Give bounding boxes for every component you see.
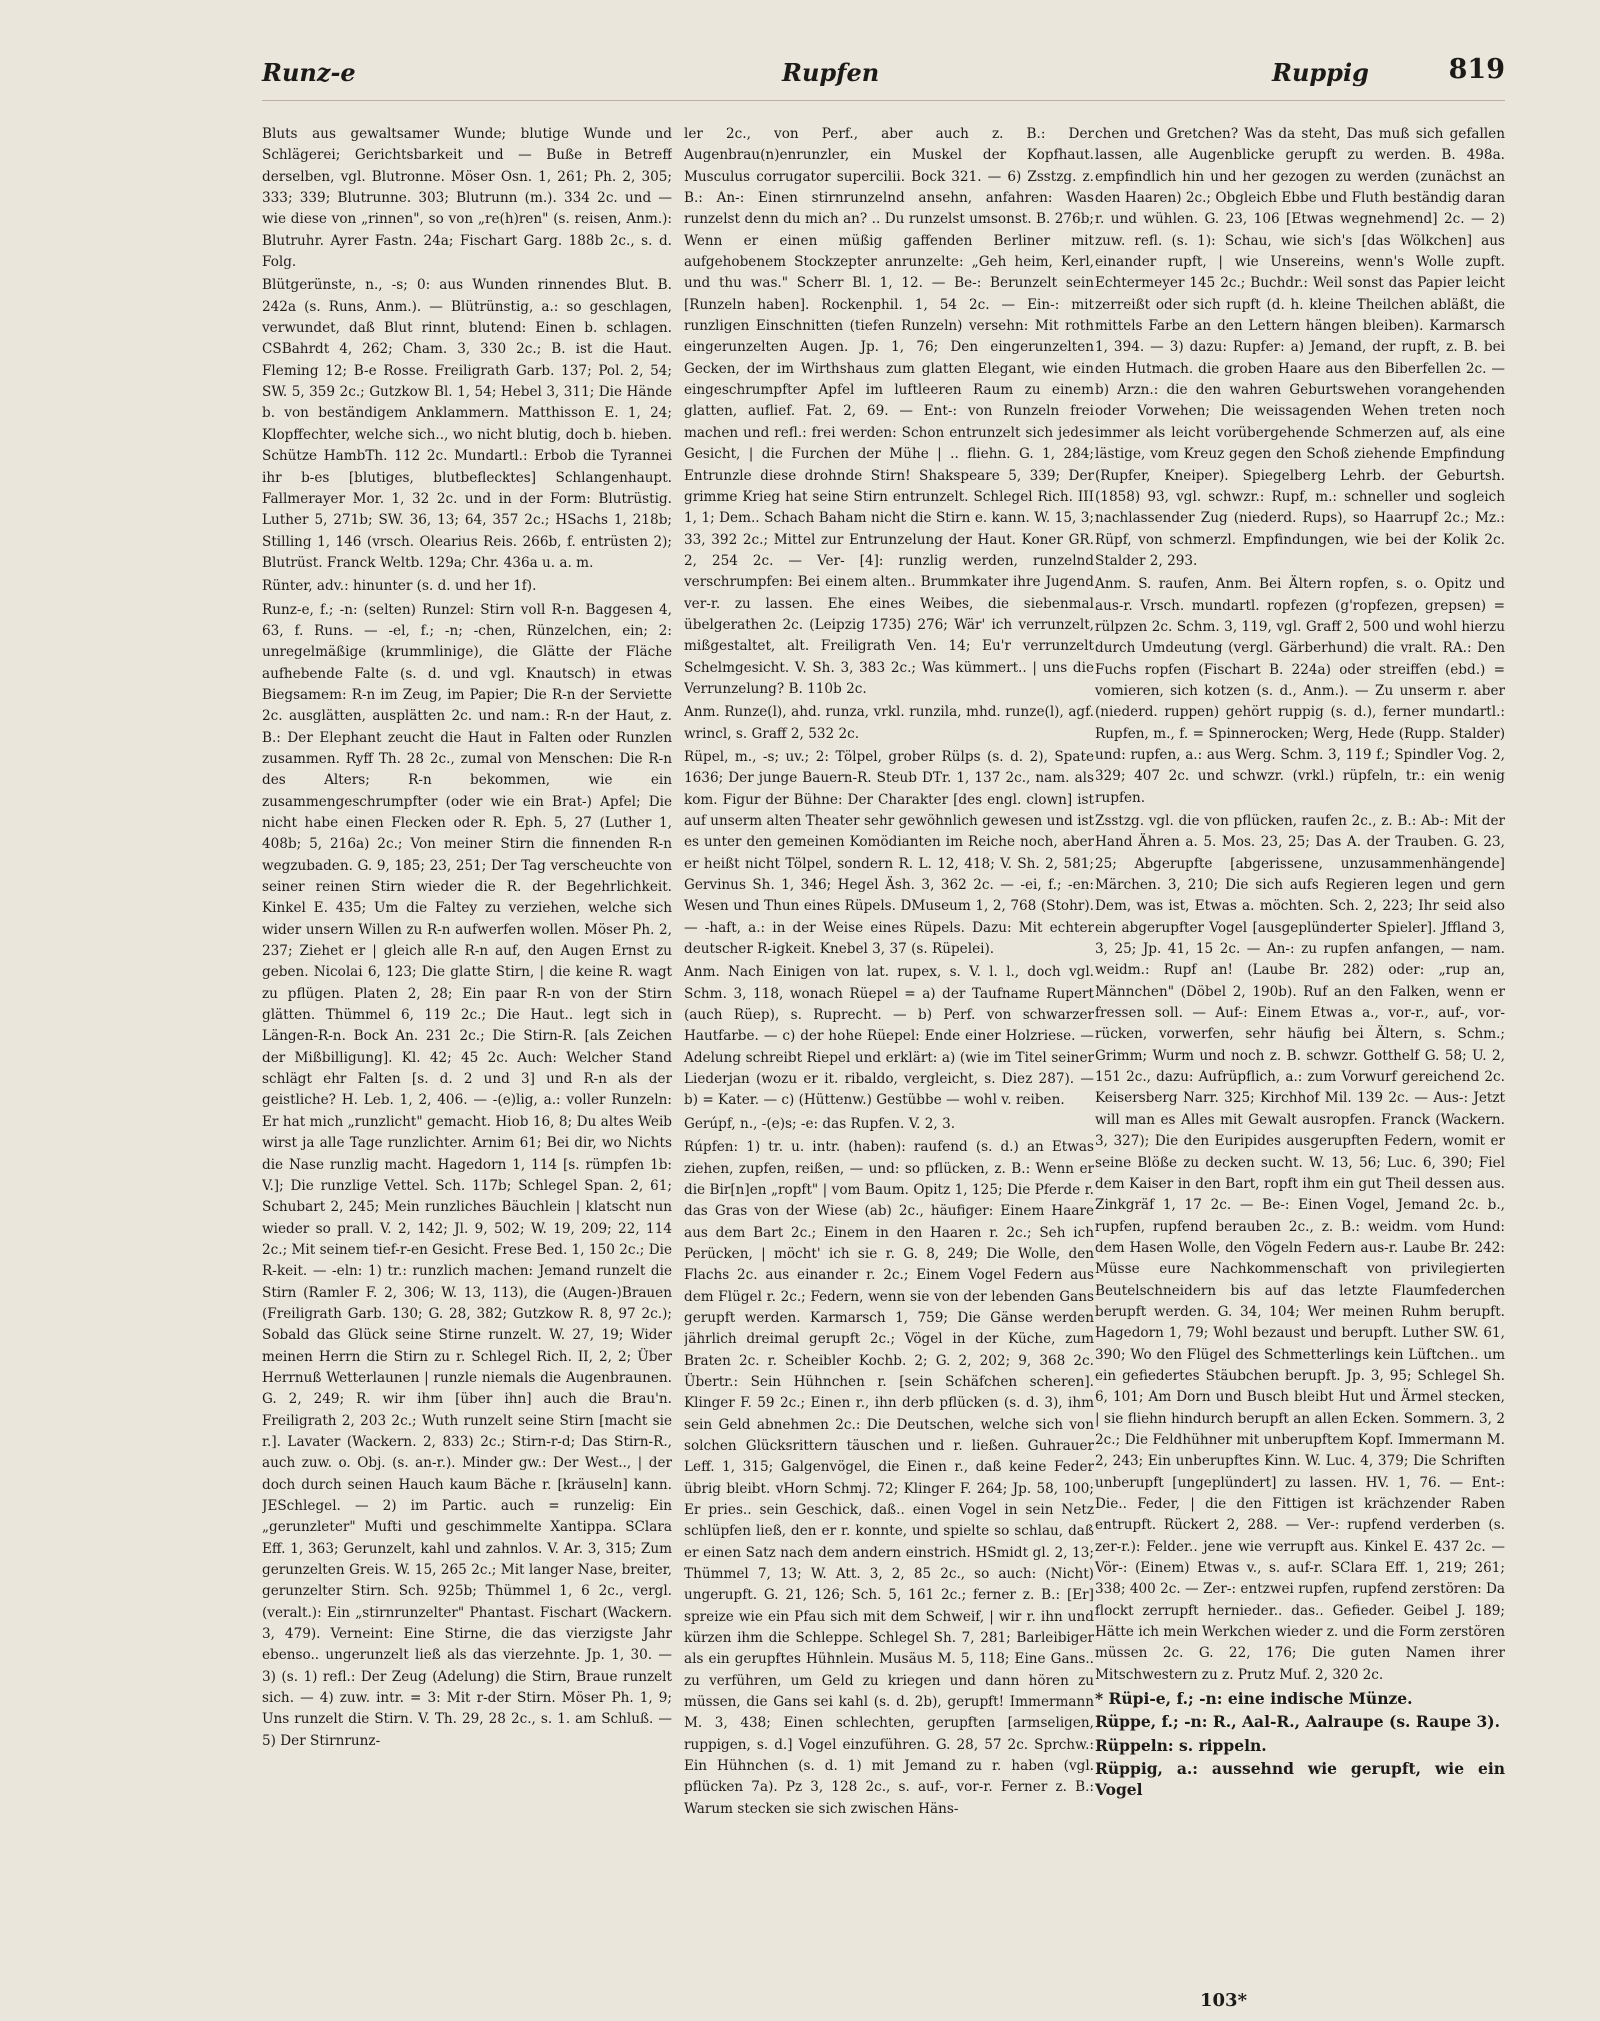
- header-right-guideword: Ruppig: [1272, 58, 1369, 87]
- text-column-3: [1095, 124, 1505, 1994]
- text-column-2: [684, 124, 1094, 1994]
- column-3-headword: Rüppig, a.: aussehnd wie gerupft, wie ein Vogel: [1095, 1759, 1505, 1800]
- page-number: 819: [1448, 54, 1505, 85]
- column-2-paragraph: Anm. Nach Einigen von lat. rupex, s. V. l. l., doch vgl. Schm. 3, 118, wonach Rüepel = a) der Taufname Rupert (auch Rüep), s. Ruprecht. — b) Perf. von schwarzer Hautfarbe. — c) der hohe Rüepel: Ende einer Holzriese. — Adelung schreibt Riepel und erklärt: a) (wie im Titel seiner Liederjan (wozu er it. ribaldo, vergleicht, s. Diez 287). — b) = Kater. — c) (Hüttenw.) Gestübbe — wohl v. reiben.: [684, 964, 1094, 1109]
- column-2-paragraph: Gerúpf, n., -(e)s; -e: das Rupfen. V. 2, 3.: [684, 1115, 956, 1132]
- column-2-paragraph: Rúpfen: 1) tr. u. intr. (haben): raufend (s. d.) an Etwas ziehen, zupfen, reißen, — und: so pflücken, z. B.: Wenn er die Bir[n]en „ropft" | vom Baum. Opitz 1, 125; Die Pferde r. das Gras von der Wiese (ab) 2c., häufiger: Einem Haare aus dem Bart 2c.; Einem in den Haaren r. 2c.; Seh ich Perücken, | möcht' ich sie r. G. 8, 249; Die Wolle, den Flachs 2c. aus einander r. 2c.; Einem Vogel Federn aus dem Flügel r. 2c.; Federn, wenn sie von der lebenden Gans gerupft werden. Karmarsch 1, 759; Die Gänse werden jährlich dreimal gerupft 2c.; Vögel in der Küche, zum Braten 2c. r. Scheibler Kochb. 2; G. 2, 202; 9, 368 2c. Übertr.: Sein Hühnchen r. [sein Schäfchen scheren]. Klinger F. 59 2c.; Einen r., ihn derb pflücken (s. d. 3), ihm sein Geld abnehmen 2c.: Die Deutschen, welche sich von solchen Glücksrittern täuschen und r. ließen. Guhrauer Leff. 1, 315; Galgenvögel, die Einen r., daß keine Feder übrig bleibt. vHorn Schmj. 72; Klinger F. 264; Jp. 58, 100; Er pries.. sein Geschick, daß.. einen Vogel in sein Netz schlüpfen ließ, den er r. konnte, und spielte so schlau, daß er einen Satz nach dem andern einstrich. HSmidt gl. 2, 13; Thümmel 7, 13; W. Att. 3, 2, 85 2c., so auch: (Nicht) ungerupft. G. 21, 126; Sch. 5, 161 2c.; ferner z. B.: [Er] spreize wie ein Pfau sich mit dem Schweif, | wir r. ihn und kürzen ihm die Schleppe. Schlegel Sh. 7, 281; Barleibiger als ein gerupftes Hühnlein. Musäus M. 5, 118; Eine Gans.. zu verführen, um Geld zu kriegen und dann hören zu müssen, die Gans sei kahl (s. d. 2b), gerupft! Immermann M. 3, 438; Einen schlechten, gerupften [armseligen, ruppigen, s. d.] Vogel einzuführen. G. 28, 57 2c. Sprchw.: Ein Hühnchen (s. d. 1) mit Jemand zu r. haben (vgl. pflücken 7a). Pz 3, 128 2c., s. auf-, vor-r. Ferner z. B.: Warum stecken sie sich zwischen Häns-: [684, 1139, 1094, 1817]
- column-3-paragraph: Zsstzg. vgl. die von pflücken, raufen 2c., z. B.: Ab-: Mit der Hand Ähren a. 5. Mos. 23, 25; Das A. der Trauben. G. 23, 25; Abgerupfte [abgerissene, unzusammenhängende] Märchen. 3, 210; Die sich aufs Regieren legen und gern Dem, was ist, Etwas a. möchten. Sch. 2, 223; Ihr seid also ein abgerupfter Vogel [ausgeplünderter Spieler]. Jffland 3, 3, 25; Jp. 41, 15 2c. — An-: zu rupfen anfangen, — nam. weidm.: Rupf an! (Laube Br. 282) oder: „rup an, Männchen" (Döbel 2, 190b). Ruf an den Falken, wenn er fressen soll. — Auf-: Einem Etwas a., vor-r., auf-, vor-rücken, vorwerfen, sehr häufig bei Ältern, s. Schm.; Grimm; Wurm und noch z. B. schwzr. Gotthelf G. 58; U. 2, 151 2c., dazu: Aufrüpflich, a.: zum Vorwurf gereichend 2c. Keisersberg Narr. 325; Kirchhof Mil. 139 2c. — Aus-: Jetzt will man es Alles mit Gewalt ausropfen. Franck (Wackern. 3, 327); Die den Euripides ausgerupften Federn, womit er seine Blöße zu decken sucht. W. 13, 56; Luc. 6, 390; Fiel dem Kaiser in den Bart, ropft ihm ein gut Theil dessen aus. Zinkgräf 1, 17 2c. — Be-: Einen Vogel, Jemand 2c. b., rupfen, rupfend berauben 2c., z. B.: weidm. vom Hund: dem Hasen Wolle, den Vögeln Federn aus-r. Laube Br. 242: Müsse eure Nachkommenschaft von privilegierten Beutelschneidern bis auf das letzte Flaumfederchen berupft werden. G. 34, 104; Wer meinen Ruhm berupft. Hagedorn 1, 79; Wohl bezaust und berupft. Luther SW. 61, 390; Wo den Flügel des Schmetterlings kein Lüftchen.. um ein gefiedertes Stäubchen berupft. Jp. 3, 95; Schlegel Sh. 6, 101; Am Dorn und Busch bleibt Hut und Ärmel stecken, | sie fliehn hindurch berupft an allen Ecken. Sommern. 3, 2 2c.; Die Feldhühner mit unberupftem Kopf. Immermann M. 2, 243; Ein unberupftes Kinn. W. Luc. 4, 379; Die Schriften unberupft [ungeplündert] zu lassen. HV. 1, 76. — Ent-: Die.. Feder, | die den Fittigen ist krächzender Raben entrupft. Rückert 2, 288. — Ver-: rupfend verderben (s. zer-r.): Felder.. jene wie verrupft aus. Kinkel E. 437 2c. — Vör-: (Einem) Etwas v., s. auf-r. SClara Eff. 1, 219; 261; 338; 400 2c. — Zer-: entzwei rupfen, rupfend zerstören: Da flockt zerrupft hernieder.. das.. Gefieder. Geibel J. 189; Hätte ich mein Werkchen wieder z. und die Form zerstören müssen 2c. G. 22, 176; Die guten Namen ihrer Mitschwestern zu z. Prutz Muf. 2, 320 2c.: [1095, 813, 1505, 1683]
- text-column-1: [262, 124, 672, 1994]
- header-center-guideword: Rupfen: [782, 58, 880, 87]
- column-2-paragraph: Rüpel, m., -s; uv.; 2: Tölpel, grober Rülps (s. d. 2), Spate 1636; Der junge Bauern-R. Steub DTr. 1, 137 2c., nam. als kom. Figur der Bühne: Der Charakter [des engl. clown] ist auf unserm alten Theater sehr gewöhnlich gewesen und ist es unter den gemeinen Komödianten im Reiche noch, aber er heißt nicht Tölpel, sondern R. L. 12, 418; V. Sh. 2, 581; Gervinus Sh. 1, 346; Hegel Äsh. 3, 362 2c. — -ei, f.; -en: Wesen und Thun eines Rüpels. DMuseum 1, 2, 768 (Stohr). — -haft, a.: in der Weise eines Rüpels. Dazu: Mit echter deutscher R-igkeit. Knebel 3, 37 (s. Rüpelei).: [684, 748, 1094, 958]
- column-3-headword: * Rüpi-e, f.; -n: eine indische Münze.: [1095, 1689, 1413, 1709]
- column-2-paragraph: Anm. Runze(l), ahd. runza, vrkl. runzila, mhd. runze(l), agf. wrincl, s. Graff 2, 532 2c.: [684, 704, 1094, 742]
- column-3-paragraph: chen und Gretchen? Was da steht, Das muß sich gefallen lassen, alle Augenblicke gerupft zu werden. B. 498a. empfindlich hin und her gezogen zu werden (zunächst an den Haaren) 2c.; Obgleich Ebbe und Fluth beständig daran r. und wühlen. G. 23, 106 [Etwas wegnehmend] 2c. — 2) zuw. refl. (s. 1): Schau, wie sich's [das Wölkchen] aus einander rupft, | wie Unsereins, wenn's Wolle zupft. Echtermeyer 145 2c.; Buchdr.: Weil sonst das Papier leicht zerreißt oder sich rupft (d. h. kleine Theilchen abläßt, die mittels Farbe an den Lettern hängen bleiben). Karmarsch 1, 394. — 3) dazu: Rupfer: a) Jemand, der rupft, z. B. bei den Hutmach. die groben Haare aus den Biberfellen 2c. — b) Arzn.: die den wahren Geburtswehen vorangehenden oder Vorwehen; Die weissagenden Wehen treten noch immer als leicht vorübergehende Schmerzen auf, als eine lästige, vom Kreuz gegen den Schoß ziehende Empfindung (Rupfer, Kneiper). Spiegelberg Lehrb. der Geburtsh. (1858) 93, vgl. schwzr.: Rupf, m.: schneller und sogleich nachlassender Zug (niederd. Rups), so Haarrupf 2c.; Mz.: Rüpf, von schmerzl. Empfindungen, wie bei der Kolik 2c. Stalder 2, 293.: [1095, 126, 1505, 569]
- header-rule: [262, 100, 1505, 101]
- header-left-guideword: Runz-e: [262, 58, 356, 87]
- column-1-paragraph: Runz-e, f.; -n: (selten) Runzel: Stirn voll R-n. Baggesen 4, 63, f. Runs. — -el, f.; -n; -chen, Rünzelchen, ein; 2: unregelmäßige (krummlinige), die Glätte der Fläche aufhebende Falte (s. d. und vgl. Knautsch) in etwas Biegsamem: R-n im Zeug, im Papier; Die R-n der Serviette 2c. ausglätten, ausplätten 2c. und nam.: R-n der Haut, z. B.: Der Elephant zeucht die Haut in Falten oder Runzlen zusammen. Ryff Th. 28 2c., zumal von Menschen: Die R-n des Alters; R-n bekommen, wie ein zusammengeschrumpfter (oder wie ein Brat-) Apfel; Die nicht habe einen Flecken oder R. Eph. 5, 27 (Luther 1, 408b; 5, 216a) 2c.; Von meiner Stirn die finnenden R-n wegzubaden. G. 9, 185; 23, 251; Der Tag verscheuchte von seiner reinen Stirn wieder die R. der Begehrlichkeit. Kinkel E. 435; Um die Faltey zu verziehen, welche sich wider unsern Willen zu R-n aufwerfen wollen. Möser Ph. 2, 237; Ziehet er | gleich alle R-n auf, den Augen Ernst zu geben. Nicolai 6, 123; Die glatte Stirn, | die keine R. wagt zu pflügen. Platen 2, 28; Ein paar R-n von der Stirn glätten. Thümmel 6, 119 2c.; Die Haut.. legt sich in Längen-R-n. Bock An. 231 2c.; Die Stirn-R. [als Zeichen der Mißbilligung]. Kl. 42; 45 2c. Auch: Welcher Stand schlägt ehr Falten [s. d. 2 und 3] und R-n als der geistliche? H. Leb. 1, 2, 406. — -(e)lig, a.: voller Runzeln: Er hat mich „runzlicht" gemacht. Hiob 16, 8; Du altes Weib wirst ja alle Tage runzlichter. Arnim 61; Bei dir, wo Nichts die Nase runzlig macht. Hagedorn 1, 114 [s. rümpfen 1b: V.]; Die runzlige Vettel. Sch. 117b; Schlegel Span. 2, 61; Schubart 2, 245; Mein runzliches Bäuchlein | klatscht nun wieder so prall. V. 2, 142; Jl. 9, 502; W. 19, 209; 22, 114 2c.; Mit seinem tief-r-en Gesicht. Frese Bed. 1, 150 2c.; Die R-keit. — -eln: 1) tr.: runzlich machen: Jemand runzelt die Stirn (Ramler F. 2, 306; W. 13, 113), die (Augen-)Brauen (Freiligrath Garb. 130; G. 28, 382; Gutzkow R. 8, 97 2c.); Sobald das Glück seine Stirne runzelt. W. 27, 19; Wider meinen Herrn die Stirn zu r. Schlegel Rich. II, 2, 2; Über Herrnuß Wetterlaunen | runzle niemals die Augenbraunen. G. 2, 249; R. wir ihm [über ihn] auch die Brau'n. Freiligrath 2, 203 2c.; Wuth runzelt seine Stirn [macht sie r.]. Lavater (Wackern. 2, 833) 2c.; Stirn-r-d; Das Stirn-R., auch zuw. o. Obj. (s. an-r.). Minder gw.: Der West.., | der doch durch seinen Hauch kaum Bäche r. [kräuseln] kann. JESchlegel. — 2) im Partic. auch = runzelig: Ein „gerunzleter" Mufti und geschimmelte Xantippa. SClara Eff. 1, 363; Gerunzelt, kahl und zahnlos. V. Ar. 3, 315; Zum gerunzelten Greis. W. 15, 265 2c.; Mit langer Nase, breiter, gerunzelter Stirn. Sch. 925b; Thümmel 1, 6 2c., vergl. (veralt.): Ein „stirnrunzelter" Phantast. Fischart (Wackern. 3, 479). Verneint: Eine Stirne, die das vierzigste Jahr ebenso.. ungerunzelt ließ als das vierzehnte. Jp. 1, 30. — 3) (s. 1) refl.: Der Zeug (Adelung) die Stirn, Braue runzelt sich. — 4) zuw. intr. = 3: Mit r-der Stirn. Möser Ph. 1, 9; Uns runzelt die Stirn. V. Th. 29, 28 2c., s. 1. am Schluß. — 5) Der Stirnrunz-: [262, 601, 672, 1749]
- page-header: [262, 54, 1505, 92]
- column-3-headword: Rüppeln: s. rippeln.: [1095, 1735, 1267, 1755]
- signature-mark: 103*: [1200, 1990, 1247, 2011]
- column-3-headword: Rüppe, f.; -n: R., Aal-R., Aalraupe (s. Raupe 3).: [1095, 1712, 1501, 1732]
- column-3-paragraph: Anm. S. raufen, Anm. Bei Ältern ropfen, s. o. Opitz und aus-r. Vrsch. mundartl. ropfezen (g'ropfezen, grepsen) = rülpzen 2c. Schm. 3, 119, vgl. Graff 2, 500 und wohl hierzu durch Umdeutung (vergl. Gärberhund) die vralt. RA.: Den Fuchs ropfen (Fischart B. 224a) oder streiffen (ebd.) = vomieren, sich kotzen (s. d., Anm.). — Zu unserm r. aber (niederd. ruppen) gehört ruppig (s. d.), ferner mundartl.: Rupfen, m., f. = Spinnerocken; Werg, Hede (Rupp. Stalder) und: rupfen, a.: aus Werg. Schm. 3, 119 f.; Spindler Vog. 2, 329; 407 2c. und schwzr. (vrkl.) rüpfeln, tr.: ein wenig rupfen.: [1095, 576, 1505, 806]
- column-2-paragraph: ler 2c., von Perf., aber auch z. B.: Der Augenbrau(n)enrunzler, ein Muskel der Kopfhaut. Musculus corrugator supercilii. Bock 321. — 6) Zsstzg. z. B.: An-: Einen stirnrunzelnd ansehn, anfahren: Was runzelst denn du mich an? .. Du runzelst umsonst. B. 276b; Wenn er einen müßig gaffenden Berliner mit aufgehobenem Stockzepter anrunzelte: „Geh heim, Kerl, und thu was." Scherr Bl. 1, 12. — Be-: Berunzelt sein [Runzeln haben]. Rockenphil. 1, 54 2c. — Ein-: mit runzligen Einschnitten (tiefen Runzeln) versehn: Mit roth eingerunzelten Augen. Jp. 1, 76; Den eingerunzelten Gecken, der im Wirthshaus zum glatten Elegant, wie ein eingeschrumpfter Apfel im luftleeren Raum zu einem glatten, auflief. Fat. 2, 69. — Ent-: von Runzeln frei machen und refl.: frei werden: Schon entrunzelt sich jedes Gesicht, | die Furchen der Mühe | .. fliehn. G. 1, 284; Entrunzle diese drohnde Stirn! Shakspeare 5, 339; Der grimme Krieg hat seine Stirn entrunzelt. Schlegel Rich. III 1, 1; Dem.. Schach Baham nicht die Stirn e. kann. W. 15, 3; 33, 392 2c.; Mittel zur Entrunzelung der Haut. Koner GR. 2, 254 2c. — Ver- [4]: runzlig werden, runzelnd verschrumpfen: Bei einem alten.. Brummkater ihre Jugend ver-r. zu lassen. Ehe eines Weibes, die siebenmal übelgerathen 2c. (Leipzig 1735) 276; Wär' ich verrunzelt, mißgestaltet, alt. Freiligrath Ven. 14; Eu'r verrunzelt Schelmgesicht. V. Sh. 3, 383 2c.; Was kümmert.. | uns die Verrunzelung? B. 110b 2c.: [684, 126, 1094, 697]
- column-1-paragraph: Rünter, adv.: hinunter (s. d. und her 1f).: [262, 578, 537, 595]
- column-1-paragraph: Bluts aus gewaltsamer Wunde; blutige Wunde und Schlägerei; Gerichtsbarkeit und — Buße in Betreff derselben, vgl. Blutronne. Möser Osn. 1, 261; Ph. 2, 305; 333; 339; Blutrunne. 303; Blutrunn (m.). 334 2c. und — wie diese von „rinnen", so von „re(h)ren" (s. reisen, Anm.): Blutruhr. Ayrer Fastn. 24a; Fischart Garg. 188b 2c., s. d. Folg.: [262, 126, 672, 271]
- column-1-paragraph: Blütgerünste, n., -s; 0: aus Wunden rinnendes Blut. B. 242a (s. Runs, Anm.). — Blütrünstig, a.: so geschlagen, verwundet, daß Blut rinnt, blutend: Einen b. schlagen. CSBahrdt 4, 262; Cham. 3, 330 2c.; B. ist die Haut. Fleming 12; B-e Rosse. Freiligrath Garb. 137; Pol. 2, 54; SW. 5, 359 2c.; Gutzkow Bl. 1, 54; Hebel 3, 311; Die Hände b. von beständigem Anklammern. Matthisson E. 1, 24; Klopffechter, welche sich.., wo nicht blutig, doch b. hieben. Schütze HambTh. 112 2c. Mundartl.: Erbob die Tyrannei ihr b-es [blutiges, blutbeflecktes] Schlangenhaupt. Fallmerayer Mor. 1, 32 2c. und in der Form: Blutrüstig. Luther 5, 271b; SW. 36, 13; 64, 357 2c.; HSachs 1, 218b; Stilling 1, 146 (vrsch. Olearius Reis. 266b, f. entrüsten 2); Blutrüst. Franck Weltb. 129a; Chr. 436a u. a. m.: [262, 277, 672, 571]
